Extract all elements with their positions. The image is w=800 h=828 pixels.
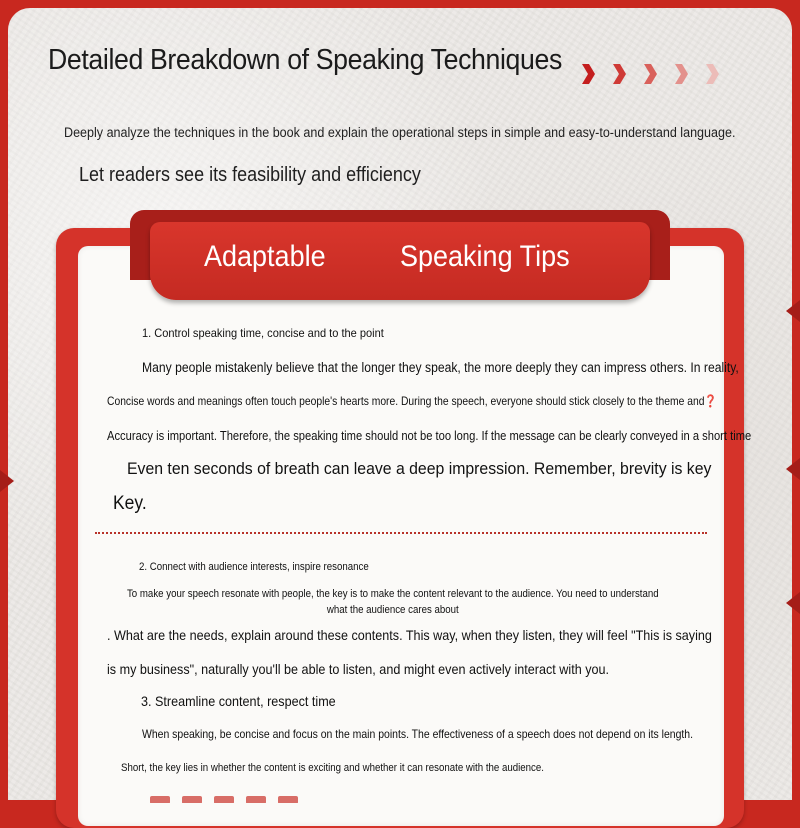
section2-line3: is my business", naturally you'll be able to listen, and might even actively interact with you. <box>107 661 610 677</box>
chevron-right-icon <box>642 62 658 86</box>
dotted-divider <box>95 532 707 534</box>
page-tagline: Let readers see its feasibility and efficiency <box>79 164 421 186</box>
section1-line1: Many people mistakenly believe that the longer they speak, the more deeply they can impress others. In reality, <box>142 360 739 375</box>
tab-label-adaptable: Adaptable <box>204 240 326 273</box>
section2-line2: . What are the needs, explain around these contents. This way, when they listen, they will feel "This is saying <box>107 627 712 643</box>
section1-line3: Accuracy is important. Therefore, the speaking time should not be too long. If the message can be clearly conveyed in a short time <box>107 428 752 443</box>
tab-label-speaking-tips: Speaking Tips <box>400 240 570 273</box>
section1-emphasis-line1: Even ten seconds of breath can leave a deep impression. Remember, brevity is key <box>127 459 712 478</box>
section3-line1: When speaking, be concise and focus on the main points. The effectiveness of a speech does not depend on its length. <box>142 727 693 741</box>
section1-heading: 1. Control speaking time, concise and to the point <box>142 326 384 340</box>
chevron-right-icon <box>704 62 720 86</box>
chevron-right-icon <box>611 62 627 86</box>
chevron-right-icon <box>580 62 596 86</box>
page-title: Detailed Breakdown of Speaking Techniques <box>48 44 562 76</box>
section2-line1: To make your speech resonate with people, the key is to make the content relevant to the audience. You need to understand what the audience cares about <box>126 588 659 616</box>
section3-heading: 3. Streamline content, respect time <box>141 693 336 709</box>
section2-heading: 2. Connect with audience interests, inspire resonance <box>139 561 369 573</box>
cropped-bottom-text <box>150 791 330 803</box>
section1-emphasis-line2: Key. <box>113 493 147 514</box>
side-notch-right <box>786 458 800 480</box>
section1-line2: Concise words and meanings often touch people's hearts more. During the speech, everyone should stick closely to the theme and❓ <box>107 394 718 408</box>
side-notch-left <box>0 470 14 492</box>
side-notch-right <box>786 592 800 614</box>
section3-line2: Short, the key lies in whether the content is exciting and whether it can resonate with the audience. <box>121 762 544 774</box>
chevron-decoration <box>580 62 730 88</box>
page-subtitle: Deeply analyze the techniques in the book and explain the operational steps in simple and easy-to-understand language. <box>64 125 736 140</box>
chevron-right-icon <box>673 62 689 86</box>
side-notch-right <box>786 300 800 322</box>
